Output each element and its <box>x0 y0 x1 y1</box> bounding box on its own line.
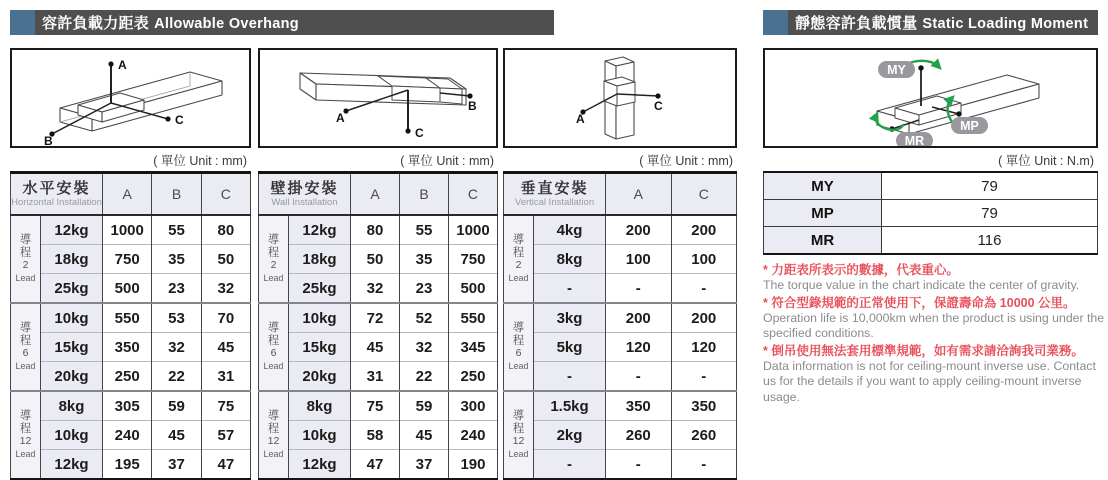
value-cell: 350 <box>606 391 672 421</box>
column-header-a: A <box>103 173 152 216</box>
note-zh: * 符合型錄規範的正常使用下，保證壽命為 10000 公里。 <box>763 295 1076 310</box>
table-row <box>504 333 737 362</box>
table-row <box>259 274 498 304</box>
lead-line: Lead <box>508 272 529 283</box>
table-name <box>259 173 351 216</box>
lead-group-cell <box>504 303 534 391</box>
lead-group-cell <box>504 215 534 303</box>
table-row <box>504 303 737 333</box>
value-cell: 32 <box>201 274 250 304</box>
value-cell: 52 <box>400 303 449 333</box>
header-accent-square <box>763 10 788 35</box>
value-cell: - <box>606 450 672 480</box>
lead-group-cell <box>11 215 41 303</box>
value-cell: 250 <box>103 362 152 392</box>
mp-label: MP <box>960 119 979 133</box>
point-c-label: C <box>654 99 663 113</box>
value-cell: 350 <box>103 333 152 362</box>
point-a-label: A <box>118 58 127 72</box>
lead-line: 導 <box>512 410 525 422</box>
value-cell: 350 <box>671 391 737 421</box>
lead-line: 程 <box>267 422 280 435</box>
table-row <box>259 421 498 450</box>
value-cell: 45 <box>400 421 449 450</box>
load-cell: - <box>534 274 606 304</box>
value-cell: 47 <box>201 450 250 480</box>
value-cell: 100 <box>606 245 672 274</box>
load-cell: 12kg <box>289 450 351 480</box>
note-en: Operation life is 10,000km when the product is using under the specified conditions. <box>763 310 1105 340</box>
point-c-label: C <box>415 126 424 140</box>
section-title-zh: 容許負載力距表 <box>42 15 150 32</box>
value-cell: 200 <box>606 215 672 245</box>
table-row <box>504 245 737 274</box>
value-cell: 120 <box>606 333 672 362</box>
table-row <box>259 303 498 333</box>
mr-label: MR <box>904 134 925 146</box>
load-cell: 8kg <box>41 391 103 421</box>
value-cell: 31 <box>351 362 400 392</box>
table-name-zh: 壁掛安裝 <box>270 180 339 197</box>
moment-label: MR <box>764 227 882 255</box>
table-name-zh: 垂直安裝 <box>520 180 589 197</box>
table-name-zh: 水平安裝 <box>22 180 91 197</box>
value-cell: 195 <box>103 450 152 480</box>
value-cell: 55 <box>152 215 201 245</box>
value-cell: 32 <box>152 333 201 362</box>
load-cell: 10kg <box>289 421 351 450</box>
table-row <box>259 362 498 392</box>
diagram-wall-installation <box>258 48 498 148</box>
unit-label-nm: ( 單位 Unit : N.m) <box>998 154 1094 168</box>
value-cell: - <box>671 362 737 392</box>
vertical-rail-diagram <box>505 50 735 146</box>
value-cell: 1000 <box>103 215 152 245</box>
table-row <box>259 215 498 245</box>
lead-line: 導 <box>19 410 32 422</box>
load-cell: 10kg <box>41 303 103 333</box>
value-cell: 200 <box>671 215 737 245</box>
overhang-table-wrap-wall <box>258 171 498 480</box>
table-row <box>259 333 498 362</box>
section-header-static-loading-moment <box>763 10 1098 35</box>
lead-line: 導 <box>19 234 32 246</box>
note-en: The torque value in the chart indicate the center of gravity. <box>763 278 1080 292</box>
load-cell: 10kg <box>289 303 351 333</box>
value-cell: 100 <box>671 245 737 274</box>
lead-line: 導 <box>512 322 525 334</box>
lead-line: 12 <box>267 435 280 447</box>
overhang-table-horizontal <box>10 171 251 480</box>
value-cell: 550 <box>103 303 152 333</box>
column-header-a: A <box>606 173 672 216</box>
value-cell: 22 <box>400 362 449 392</box>
overhang-table-wall <box>258 171 498 480</box>
value-cell: 200 <box>671 303 737 333</box>
value-cell: 75 <box>351 391 400 421</box>
point-c-dot <box>405 128 410 133</box>
table-row <box>504 215 737 245</box>
lead-line: 2 <box>515 259 522 271</box>
load-cell: 8kg <box>289 391 351 421</box>
unit-label-mm: ( 單位 Unit : mm) <box>639 154 733 168</box>
mr-moment-badge <box>896 132 933 146</box>
lead-line: 導 <box>19 322 32 334</box>
table-row <box>764 172 1098 200</box>
table-name <box>504 173 606 216</box>
value-cell: 45 <box>351 333 400 362</box>
value-cell: - <box>606 274 672 304</box>
value-cell: 50 <box>351 245 400 274</box>
lead-line: Lead <box>15 360 36 371</box>
value-cell: 37 <box>400 450 449 480</box>
horizontal-rail-diagram <box>12 50 249 146</box>
my-moment-badge <box>878 61 915 78</box>
moment-rail-diagram <box>765 50 1096 146</box>
load-cell: - <box>534 362 606 392</box>
value-cell: 240 <box>103 421 152 450</box>
value-cell: 23 <box>152 274 201 304</box>
table-row <box>504 391 737 421</box>
header-accent-square <box>10 10 35 35</box>
lead-group-cell <box>259 303 289 391</box>
table-row <box>11 333 251 362</box>
table-row <box>11 450 251 480</box>
lead-line: 2 <box>270 259 277 271</box>
column-header-c: C <box>671 173 737 216</box>
lead-line: 程 <box>19 246 32 259</box>
unit-label-mm: ( 單位 Unit : mm) <box>153 154 247 168</box>
section-title <box>795 12 1088 33</box>
lead-line: Lead <box>15 448 36 459</box>
value-cell: 750 <box>103 245 152 274</box>
value-cell: 32 <box>351 274 400 304</box>
moment-label: MP <box>764 200 882 227</box>
lead-line: 程 <box>512 334 525 347</box>
value-cell: 500 <box>103 274 152 304</box>
value-cell: 300 <box>448 391 497 421</box>
lead-line: 6 <box>515 347 522 359</box>
value-cell: 45 <box>152 421 201 450</box>
table-row <box>11 303 251 333</box>
value-cell: 37 <box>152 450 201 480</box>
lead-line: Lead <box>263 272 284 283</box>
load-cell: 25kg <box>41 274 103 304</box>
static-loading-moment-table <box>763 171 1098 255</box>
lead-line: Lead <box>508 448 529 459</box>
my-axis-dot <box>918 65 923 70</box>
point-b-dot <box>467 93 472 98</box>
value-cell: 23 <box>400 274 449 304</box>
section-header-allowable-overhang <box>10 10 554 35</box>
load-cell: 25kg <box>289 274 351 304</box>
value-cell: 260 <box>671 421 737 450</box>
section-title-en: Allowable Overhang <box>154 16 299 32</box>
value-cell: - <box>671 274 737 304</box>
load-cell: 18kg <box>41 245 103 274</box>
note-en: Data information is not for ceiling-mount inverse use. Contact us for the details if you want to apply ceiling-mount inverse usage. <box>763 358 1096 404</box>
load-cell: 12kg <box>41 215 103 245</box>
overhang-table-wrap-vertical <box>503 171 737 480</box>
load-cell: 3kg <box>534 303 606 333</box>
wall-rail-diagram <box>260 50 496 146</box>
table-name-en: Vertical Installation <box>514 197 595 208</box>
load-cell: 5kg <box>534 333 606 362</box>
value-cell: 58 <box>351 421 400 450</box>
value-cell: - <box>671 450 737 480</box>
load-cell: 20kg <box>41 362 103 392</box>
lead-line: 導 <box>267 410 280 422</box>
column-header-b: B <box>400 173 449 216</box>
section-title-en: Static Loading Moment <box>922 16 1089 32</box>
value-cell: 31 <box>201 362 250 392</box>
lead-group-cell <box>504 391 534 480</box>
lead-line: 導 <box>267 234 280 246</box>
diagram-vertical-installation <box>503 48 737 148</box>
point-a-label: A <box>336 111 345 125</box>
value-cell: 53 <box>152 303 201 333</box>
point-b-label: B <box>44 134 53 146</box>
table-row <box>11 215 251 245</box>
load-cell: 18kg <box>289 245 351 274</box>
load-cell: - <box>534 450 606 480</box>
value-cell: 305 <box>103 391 152 421</box>
lead-line: 程 <box>512 246 525 259</box>
section-title <box>42 12 299 33</box>
moment-value: 79 <box>882 172 1098 200</box>
note-zh: * 力距表所表示的數據，代表重心。 <box>763 263 959 277</box>
point-b-label: B <box>468 99 477 113</box>
diagram-horizontal-installation <box>10 48 251 148</box>
table-row <box>11 362 251 392</box>
value-cell: 75 <box>201 391 250 421</box>
lead-line: Lead <box>263 448 284 459</box>
table-row <box>504 421 737 450</box>
lead-group-cell <box>259 391 289 480</box>
value-cell: 55 <box>400 215 449 245</box>
column-header-a: A <box>351 173 400 216</box>
value-cell: 250 <box>448 362 497 392</box>
value-cell: 1000 <box>448 215 497 245</box>
my-label: MY <box>887 63 906 77</box>
diagram-static-loading-moment <box>763 48 1098 148</box>
value-cell: 80 <box>351 215 400 245</box>
table-header-row <box>504 173 737 216</box>
column-header-c: C <box>201 173 250 216</box>
lead-line: 導 <box>267 322 280 334</box>
mp-moment-badge <box>951 117 988 134</box>
load-cell: 12kg <box>41 450 103 480</box>
lead-line: 12 <box>512 435 525 447</box>
table-name-en: Wall Installation <box>271 197 338 208</box>
value-cell: 120 <box>671 333 737 362</box>
lead-line: 程 <box>512 422 525 435</box>
point-c-label: C <box>175 113 184 127</box>
lead-line: Lead <box>508 360 529 371</box>
table-row <box>11 245 251 274</box>
load-cell: 10kg <box>41 421 103 450</box>
table-row <box>764 227 1098 255</box>
value-cell: 59 <box>152 391 201 421</box>
value-cell: 22 <box>152 362 201 392</box>
value-cell: - <box>606 362 672 392</box>
lead-line: 2 <box>22 259 29 271</box>
table-row <box>504 450 737 480</box>
lead-group-cell <box>259 215 289 303</box>
value-cell: 59 <box>400 391 449 421</box>
value-cell: 200 <box>606 303 672 333</box>
table-name-en: Horizontal Installation <box>11 197 102 208</box>
moment-value: 116 <box>882 227 1098 255</box>
lead-line: 程 <box>267 334 280 347</box>
load-cell: 20kg <box>289 362 351 392</box>
column-header-c: C <box>448 173 497 216</box>
table-row <box>259 450 498 480</box>
point-a-dot <box>108 61 113 66</box>
table-row <box>259 391 498 421</box>
value-cell: 500 <box>448 274 497 304</box>
load-cell: 2kg <box>534 421 606 450</box>
value-cell: 50 <box>201 245 250 274</box>
value-cell: 57 <box>201 421 250 450</box>
value-cell: 190 <box>448 450 497 480</box>
lead-group-cell <box>11 391 41 480</box>
table-row <box>764 200 1098 227</box>
value-cell: 750 <box>448 245 497 274</box>
value-cell: 80 <box>201 215 250 245</box>
section-title-zh: 靜態容許負載慣量 <box>795 15 918 32</box>
lead-line: 導 <box>512 234 525 246</box>
value-cell: 550 <box>448 303 497 333</box>
table-row <box>504 362 737 392</box>
moment-label: MY <box>764 172 882 200</box>
table-name <box>11 173 103 216</box>
value-cell: 70 <box>201 303 250 333</box>
note-zh: * 倒吊使用無法套用標準規範，如有需求請洽詢我司業務。 <box>763 343 1084 358</box>
load-cell: 15kg <box>41 333 103 362</box>
lead-line: 6 <box>22 347 29 359</box>
value-cell: 35 <box>400 245 449 274</box>
mp-axis-dot <box>956 111 961 116</box>
load-cell: 8kg <box>534 245 606 274</box>
table-row <box>504 274 737 304</box>
column-header-b: B <box>152 173 201 216</box>
point-c-dot <box>165 116 170 121</box>
lead-line: 12 <box>19 435 32 447</box>
table-row <box>11 421 251 450</box>
table-row <box>259 245 498 274</box>
value-cell: 35 <box>152 245 201 274</box>
lead-line: Lead <box>263 360 284 371</box>
table-row <box>11 274 251 304</box>
lead-group-cell <box>11 303 41 391</box>
notes-block <box>763 261 1105 405</box>
value-cell: 345 <box>448 333 497 362</box>
table-header-row <box>11 173 251 216</box>
lead-line: 程 <box>19 422 32 435</box>
moment-value: 79 <box>882 200 1098 227</box>
unit-label-mm: ( 單位 Unit : mm) <box>400 154 494 168</box>
table-header-row <box>259 173 498 216</box>
value-cell: 240 <box>448 421 497 450</box>
lead-line: Lead <box>15 272 36 283</box>
value-cell: 45 <box>201 333 250 362</box>
overhang-table-vertical <box>503 171 737 480</box>
lead-line: 6 <box>270 347 277 359</box>
value-cell: 260 <box>606 421 672 450</box>
load-cell: 15kg <box>289 333 351 362</box>
value-cell: 47 <box>351 450 400 480</box>
lead-line: 程 <box>267 246 280 259</box>
point-a-label: A <box>576 112 585 126</box>
point-c-dot <box>655 93 660 98</box>
load-cell: 4kg <box>534 215 606 245</box>
table-row <box>11 391 251 421</box>
load-cell: 12kg <box>289 215 351 245</box>
value-cell: 72 <box>351 303 400 333</box>
overhang-table-wrap-horizontal <box>10 171 251 480</box>
load-cell: 1.5kg <box>534 391 606 421</box>
value-cell: 32 <box>400 333 449 362</box>
lead-line: 程 <box>19 334 32 347</box>
